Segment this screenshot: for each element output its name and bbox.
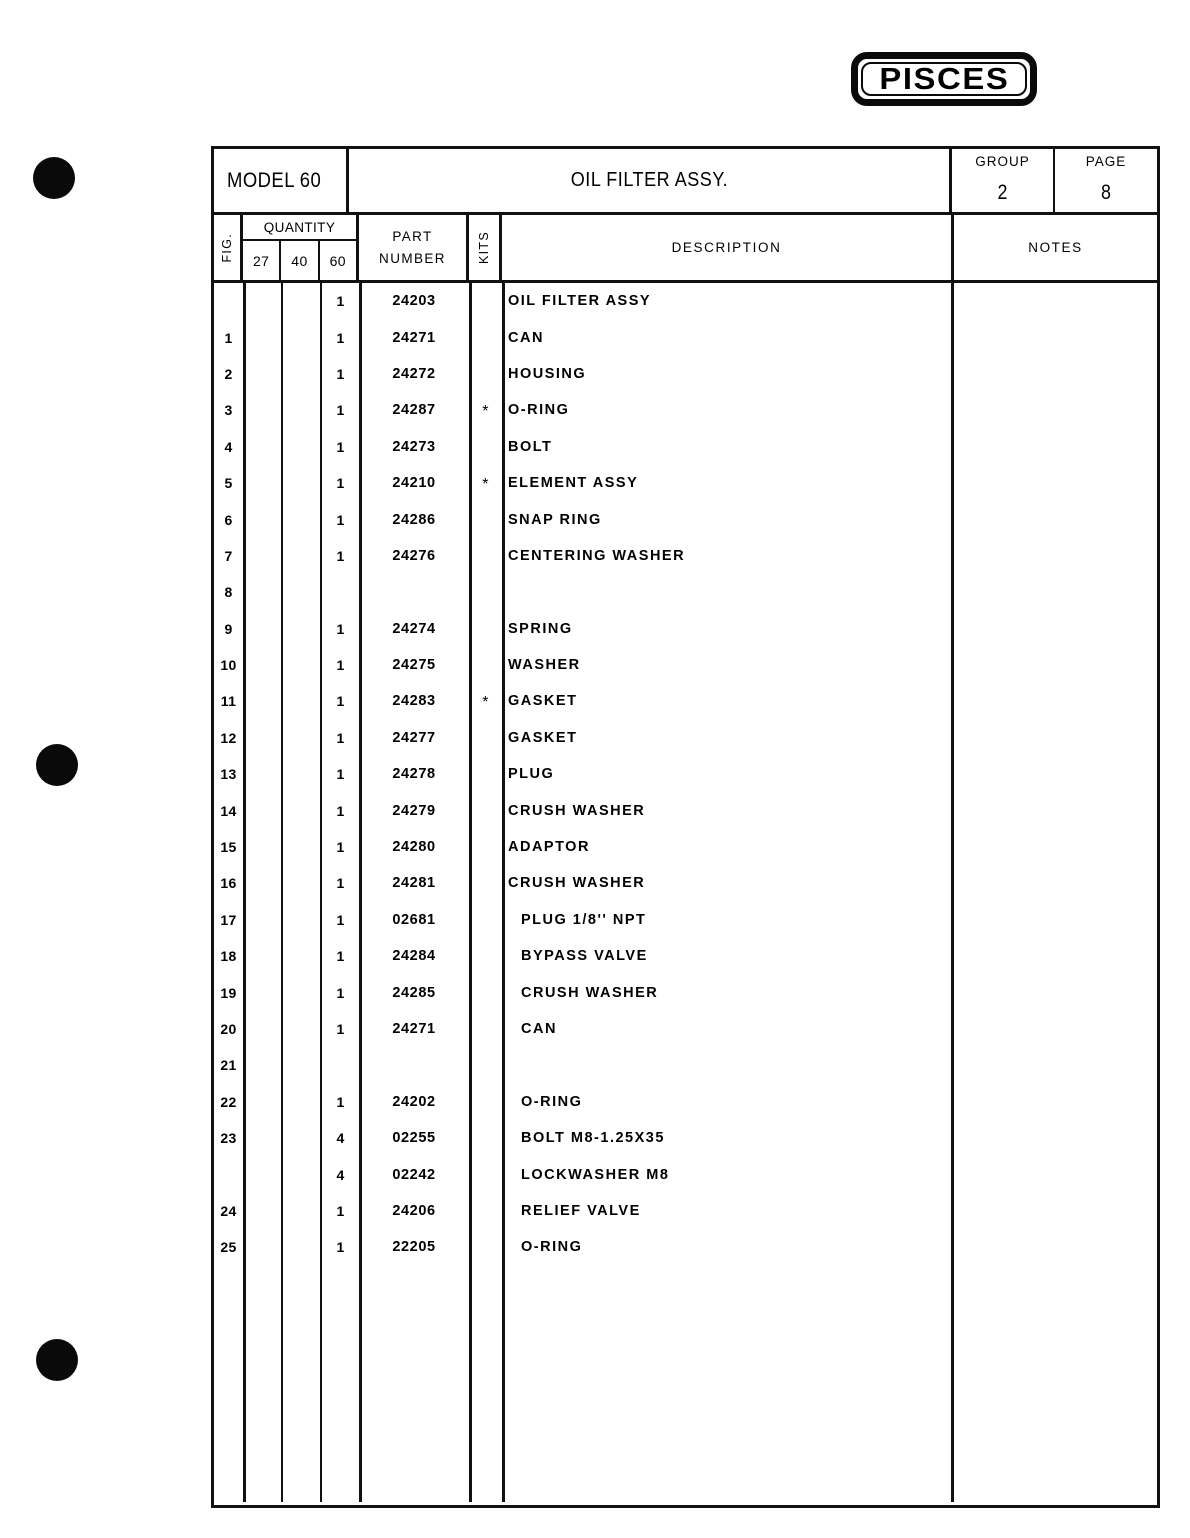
column-header-description	[502, 215, 954, 280]
row-part-number	[359, 574, 469, 610]
row-fig-number: 5	[224, 475, 233, 492]
row-kits-marker	[469, 283, 502, 319]
table-row	[214, 1229, 1157, 1265]
column-header-part-line1: PART	[392, 229, 433, 244]
row-fig-number: 14	[220, 802, 237, 819]
row-part-number: 24272	[392, 365, 436, 382]
row-kits-marker	[469, 356, 502, 392]
column-header-row	[214, 215, 1157, 283]
row-qty-60: 1	[336, 657, 345, 674]
row-description: PLUG 1/8'' NPT	[521, 911, 647, 928]
row-description: SNAP RING	[508, 511, 602, 528]
binder-hole-punch-top	[33, 157, 75, 199]
row-description: ELEMENT ASSY	[508, 475, 639, 492]
row-kits-marker	[469, 902, 502, 938]
row-fig-number	[214, 1156, 243, 1192]
page-label: PAGE	[1085, 153, 1127, 169]
row-description: CENTERING WASHER	[508, 547, 686, 564]
row-description: O-RING	[508, 402, 570, 419]
row-kits-marker	[469, 1156, 502, 1192]
row-part-number: 24287	[392, 402, 436, 419]
column-header-qty-27: 27	[243, 241, 281, 280]
row-qty-60: 1	[336, 729, 345, 746]
column-header-notes	[954, 215, 1157, 280]
assembly-title-cell	[349, 149, 952, 212]
row-qty-60: 1	[336, 802, 345, 819]
parts-row-list	[214, 283, 1157, 1266]
row-part-number: 24281	[392, 875, 436, 892]
table-row	[214, 1011, 1157, 1047]
row-part-number: 24286	[392, 511, 436, 528]
page-value: 8	[1101, 180, 1111, 204]
row-part-number: 24271	[392, 329, 436, 346]
row-qty-60	[322, 1047, 359, 1083]
row-part-number: 24271	[392, 1021, 436, 1037]
row-qty-60: 1	[336, 693, 345, 710]
table-row	[214, 756, 1157, 792]
model-label: MODEL 60	[227, 168, 322, 192]
row-qty-60: 1	[336, 1093, 345, 1110]
row-fig-number: 4	[224, 438, 233, 455]
table-row	[214, 902, 1157, 938]
row-description: RELIEF VALVE	[521, 1202, 641, 1219]
row-kits-marker	[469, 865, 502, 901]
row-fig-number: 2	[224, 365, 233, 382]
row-part-number: 24277	[392, 729, 436, 746]
column-header-qty-60: 60	[329, 252, 346, 269]
row-part-number: 22205	[392, 1239, 436, 1256]
row-description: GASKET	[508, 729, 578, 746]
row-qty-60: 1	[336, 948, 345, 965]
model-cell	[214, 149, 349, 212]
table-row	[214, 974, 1157, 1010]
row-part-number: 24210	[392, 475, 436, 492]
row-qty-60: 1	[336, 365, 345, 382]
row-qty-60: 4	[336, 1130, 345, 1147]
row-kits-marker	[469, 829, 502, 865]
row-kits-marker	[469, 792, 502, 828]
row-kits-marker	[469, 1229, 502, 1265]
row-qty-60: 1	[336, 329, 345, 346]
row-description: O-RING	[521, 1093, 583, 1110]
table-row	[214, 1084, 1157, 1120]
row-qty-60: 1	[336, 620, 345, 637]
row-kits-marker	[469, 1084, 502, 1120]
row-fig-number: 1	[224, 329, 233, 346]
column-header-part-number	[359, 215, 469, 280]
row-fig-number: 15	[220, 839, 237, 856]
row-fig-number: 20	[220, 1021, 237, 1037]
row-description: LOCKWASHER M8	[521, 1166, 670, 1183]
row-kits-marker	[469, 501, 502, 537]
row-fig-number: 18	[220, 948, 237, 965]
row-kits-marker	[469, 538, 502, 574]
row-kits-marker	[469, 1047, 502, 1083]
table-row	[214, 501, 1157, 537]
table-row	[214, 829, 1157, 865]
row-part-number: 24206	[392, 1202, 436, 1219]
row-qty-60: 1	[336, 1021, 345, 1037]
column-header-quantity	[243, 215, 359, 280]
table-row	[214, 1047, 1157, 1083]
binder-hole-punch-middle	[36, 744, 78, 786]
table-title-band	[214, 149, 1157, 215]
row-kits-marker	[469, 319, 502, 355]
row-part-number: 24285	[392, 984, 436, 1001]
row-part-number: 24284	[392, 948, 436, 965]
row-fig-number: 24	[220, 1202, 237, 1219]
table-row	[214, 1193, 1157, 1229]
table-row	[214, 283, 1157, 319]
row-part-number: 24202	[392, 1093, 436, 1110]
row-kits-marker: *	[482, 694, 489, 712]
row-fig-number: 17	[220, 911, 237, 928]
row-fig-number: 25	[220, 1239, 237, 1256]
row-kits-marker: *	[482, 476, 489, 494]
row-qty-60: 1	[336, 839, 345, 856]
row-kits-marker	[469, 1011, 502, 1047]
row-description: CAN	[508, 329, 544, 346]
table-row	[214, 465, 1157, 501]
row-qty-60: 1	[336, 475, 345, 492]
row-kits-marker	[469, 429, 502, 465]
column-header-qty-40: 40	[281, 241, 319, 280]
row-fig-number: 6	[224, 511, 233, 528]
table-row	[214, 683, 1157, 719]
row-kits-marker	[469, 1120, 502, 1156]
row-description: OIL FILTER ASSY	[508, 293, 652, 310]
row-kits-marker	[469, 611, 502, 647]
table-row	[214, 319, 1157, 355]
row-qty-60: 1	[336, 1239, 345, 1256]
row-kits-marker	[469, 974, 502, 1010]
row-fig-number: 10	[220, 657, 237, 674]
row-part-number: 24283	[392, 693, 436, 710]
row-part-number: 02681	[392, 911, 436, 928]
row-part-number	[359, 1047, 469, 1083]
row-qty-60: 1	[336, 511, 345, 528]
page-cell	[1055, 149, 1157, 212]
row-description: ADAPTOR	[508, 839, 590, 856]
row-part-number: 24279	[392, 802, 436, 819]
row-description: CAN	[521, 1021, 557, 1037]
table-row	[214, 574, 1157, 610]
row-description: CRUSH WASHER	[508, 875, 646, 892]
row-fig-number: 12	[220, 729, 237, 746]
row-kits-marker	[469, 647, 502, 683]
column-header-fig-label: FIG.	[220, 232, 234, 263]
row-fig-number	[214, 283, 243, 319]
group-label: GROUP	[975, 153, 1030, 169]
row-kits-marker	[469, 574, 502, 610]
table-row	[214, 647, 1157, 683]
row-description: BOLT	[508, 438, 553, 455]
row-part-number: 24203	[392, 293, 436, 310]
row-fig-number: 22	[220, 1093, 237, 1110]
row-description: BOLT M8-1.25X35	[521, 1130, 665, 1147]
table-row	[214, 792, 1157, 828]
quantity-sub-columns	[243, 241, 356, 280]
row-description: O-RING	[521, 1239, 583, 1256]
table-row	[214, 938, 1157, 974]
row-part-number: 24278	[392, 766, 436, 783]
row-description: SPRING	[508, 620, 573, 637]
group-value: 2	[997, 180, 1008, 204]
column-header-quantity-label: QUANTITY	[243, 215, 356, 241]
row-kits-marker	[469, 720, 502, 756]
row-part-number: 02255	[392, 1130, 436, 1147]
row-kits-marker	[469, 1193, 502, 1229]
column-header-notes-label: NOTES	[1028, 240, 1083, 255]
table-row	[214, 392, 1157, 428]
row-fig-number: 9	[224, 620, 233, 637]
row-description: GASKET	[508, 693, 578, 710]
table-body	[214, 283, 1157, 1502]
row-kits-marker: *	[482, 403, 489, 421]
row-qty-60: 1	[336, 293, 345, 310]
row-part-number: 24274	[392, 620, 436, 637]
column-header-part-line2: NUMBER	[379, 251, 446, 266]
row-fig-number: 19	[220, 984, 237, 1001]
row-description: HOUSING	[508, 365, 587, 382]
group-cell	[952, 149, 1055, 212]
row-qty-60: 1	[336, 766, 345, 783]
row-description: CRUSH WASHER	[521, 984, 659, 1001]
row-part-number: 24276	[392, 547, 436, 564]
table-row	[214, 356, 1157, 392]
binder-hole-punch-bottom	[36, 1339, 78, 1381]
row-fig-number: 16	[220, 875, 237, 892]
row-part-number: 24275	[392, 657, 436, 674]
table-row	[214, 611, 1157, 647]
assembly-title: OIL FILTER ASSY.	[570, 169, 728, 191]
row-fig-number: 7	[224, 547, 233, 564]
table-row	[214, 865, 1157, 901]
column-header-kits-label: KITS	[477, 231, 491, 264]
row-qty-60: 1	[336, 1202, 345, 1219]
row-description: PLUG	[508, 766, 555, 783]
table-row	[214, 1120, 1157, 1156]
row-fig-number: 23	[220, 1130, 237, 1147]
brand-name: PISCES	[878, 60, 1010, 96]
row-kits-marker	[469, 756, 502, 792]
row-qty-60: 1	[336, 402, 345, 419]
table-row	[214, 720, 1157, 756]
row-qty-60: 1	[336, 911, 345, 928]
row-qty-60	[322, 574, 359, 610]
parts-catalog-table	[211, 146, 1160, 1508]
table-row	[214, 1156, 1157, 1192]
table-row	[214, 429, 1157, 465]
row-kits-marker	[469, 938, 502, 974]
pisces-logo	[851, 52, 1037, 106]
row-part-number: 02242	[392, 1166, 436, 1183]
row-description: CRUSH WASHER	[508, 802, 646, 819]
row-description: BYPASS VALVE	[521, 948, 648, 965]
row-fig-number: 13	[220, 766, 237, 783]
row-fig-number: 8	[224, 584, 233, 601]
column-header-kits	[469, 215, 502, 280]
row-qty-60: 4	[336, 1166, 345, 1183]
row-qty-60: 1	[336, 547, 345, 564]
row-fig-number: 21	[220, 1057, 237, 1074]
column-header-fig	[214, 215, 243, 280]
row-qty-60: 1	[336, 875, 345, 892]
row-part-number: 24280	[392, 839, 436, 856]
row-fig-number: 3	[224, 402, 233, 419]
row-fig-number: 11	[220, 693, 237, 710]
row-description: WASHER	[508, 657, 581, 674]
row-qty-60: 1	[336, 438, 345, 455]
table-row	[214, 538, 1157, 574]
column-header-description-label: DESCRIPTION	[671, 240, 782, 255]
row-part-number: 24273	[392, 438, 436, 455]
row-qty-60: 1	[336, 984, 345, 1001]
